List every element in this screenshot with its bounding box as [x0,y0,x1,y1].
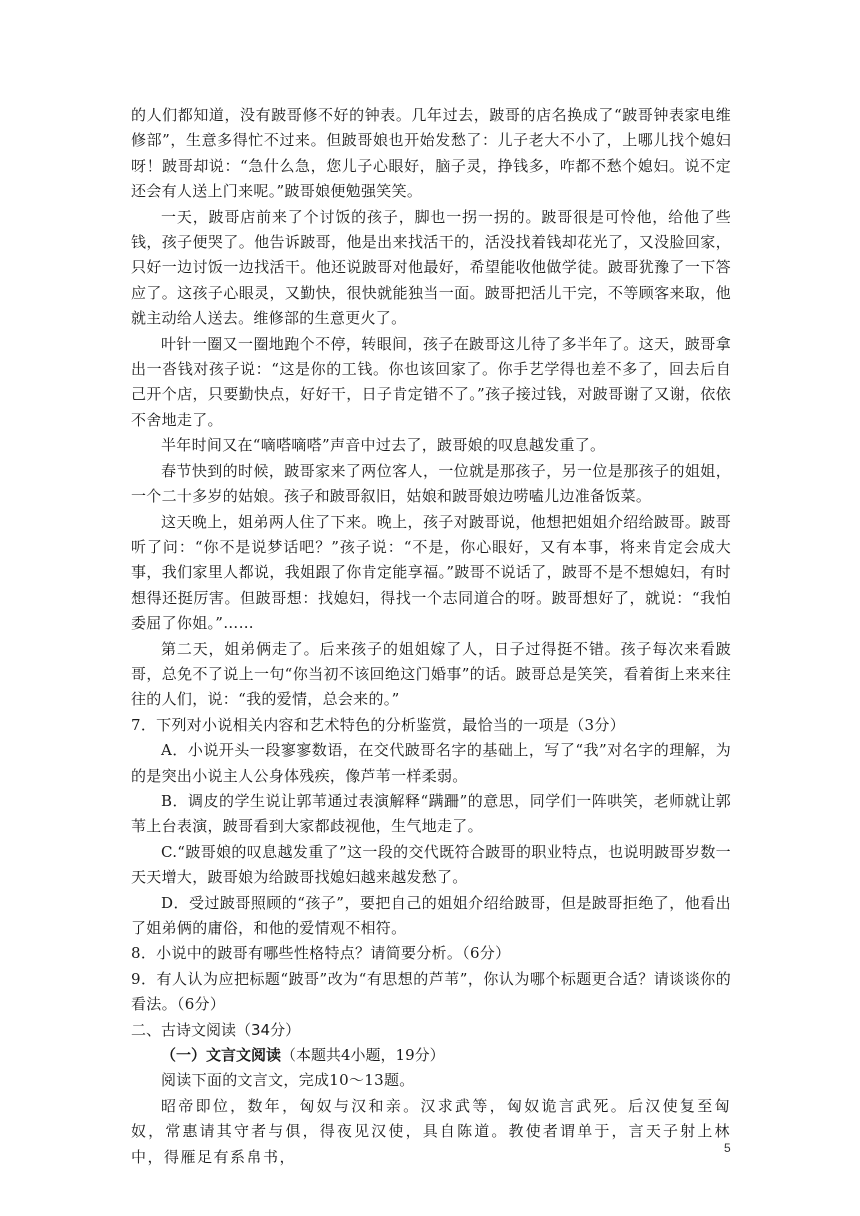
classical-passage: 昭帝即位，数年，匈奴与汉和亲。汉求武等，匈奴诡言武死。后汉使复至匈奴，常惠请其守者与俱，得夜见汉使，具自陈道。教使者谓单于，言天子射上林中，得雁足有系帛书， [131,1096,731,1166]
question-9: 9．有人认为应把标题“跛哥”改为“有思想的芦苇”，你认为哪个标题更合适？请谈谈你的看法。（6分） [131,969,731,1014]
question-7-option-c: C.“跛哥娘的叹息越发重了”这一段的交代既符合跛哥的职业特点，也说明跛哥岁数一天天增大，跛哥娘为给跛哥找媳妇越来越发愁了。 [131,842,731,887]
story-paragraph-7: 第二天，姐弟俩走了。后来孩子的姐姐嫁了人，日子过得挺不错。孩子每次来看跛哥，总免不了说上一句“你当初不该回绝这门婚事”的话。跛哥总是笑笑，看着街上来来往往的人们，说：“我的爱情，总会来的。” [131,639,731,709]
subtitle-note: （本题共4小题，19分） [281,1046,445,1065]
section-2-subtitle [131,1043,731,1068]
section-2-title: 二、古诗文阅读（34分） [131,1020,301,1039]
subtitle-bold: （一）文言文阅读 [161,1046,282,1065]
story-paragraph-5: 春节快到的时候，跛哥家来了两位客人，一位就是那孩子，另一位是那孩子的姐姐，一个二十多岁的姑娘。孩子和跛哥叙旧，姑娘和跛哥娘边唠嗑儿边准备饭菜。 [131,461,731,506]
question-8: 8．小说中的跛哥有哪些性格特点？请简要分析。（6分） [131,944,511,963]
question-7-stem: 7．下列对小说相关内容和艺术特色的分析鉴赏，最恰当的一项是（3分） [131,715,625,734]
question-7-option-d: D．受过跛哥照顾的“孩子”，要把自己的姐姐介绍给跛哥，但是跛哥拒绝了，他看出了姐弟俩的庸俗，和他的爱情观不相符。 [131,893,731,937]
page-content [131,103,731,1170]
story-paragraph-3: 叶针一圈又一圈地跑个不停，转眼间，孩子在跛哥这儿待了多半年了。这天，跛哥拿出一沓钱对孩子说：“这是你的工钱。你也该回家了。你手艺学得也差不多了，回去后自己开个店，只要勤快点，好好干，日子肯定错不了。”孩子接过钱，对跛哥谢了又谢，依依不舍地走了。 [131,334,731,429]
story-paragraph-1: 的人们都知道，没有跛哥修不好的钟表。几年过去，跛哥的店名换成了“跛哥钟表家电维修部”，生意多得忙不过来。但跛哥娘也开始发愁了：儿子老大不小了，上哪儿找个媳妇呀！跛哥却说：“急什么急，您儿子心眼好，脑子灵，挣钱多，咋都不愁个媳妇。说不定还会有人送上门来呢。”跛哥娘便勉强笑笑。 [131,106,731,201]
story-paragraph-6: 这天晚上，姐弟两人住了下来。晚上，孩子对跛哥说，他想把姐姐介绍给跛哥。跛哥听了问：“你不是说梦话吧？”孩子说：“不是，你心眼好，又有本事，将来肯定会成大事，我们家里人都说，我姐跟了你肯定能享福。”跛哥不说话了，跛哥不是不想媳妇，有时想得还挺厉害。但跛哥想：找媳妇，得找一个志同道合的呀。跛哥想好了，就说：“我怕委屈了你姐。”…… [131,512,731,633]
page-number: 5 [724,1141,731,1155]
question-7-option-b: B．调皮的学生说让郭苇通过表演解释“蹒跚”的意思，同学们一阵哄笑，老师就让郭苇上台表演，跛哥看到大家都歧视他，生气地走了。 [131,791,731,836]
question-7-option-a: A．小说开头一段寥寥数语，在交代跛哥名字的基础上，写了“我”对名字的理解，为的是突出小说主人公身体残疾，像芦苇一样柔弱。 [131,741,731,785]
section-2-instruction: 阅读下面的文言文，完成10～13题。 [161,1071,415,1090]
story-paragraph-4: 半年时间又在“嘀嗒嘀嗒”声音中过去了，跛哥娘的叹息越发重了。 [161,436,606,455]
story-paragraph-2: 一天，跛哥店前来了个讨饭的孩子，脚也一拐一拐的。跛哥很是可怜他，给他了些钱，孩子便哭了。他告诉跛哥，他是出来找活干的，活没找着钱却花光了，又没脸回家，只好一边讨饭一边找活干。他还说跛哥对他最好，希望能收他做学徒。跛哥犹豫了一下答应了。这孩子心眼灵，又勤快，很快就能独当一面。跛哥把活儿干完，不等顾客来取，他就主动给人送去。维修部的生意更火了。 [131,207,731,328]
